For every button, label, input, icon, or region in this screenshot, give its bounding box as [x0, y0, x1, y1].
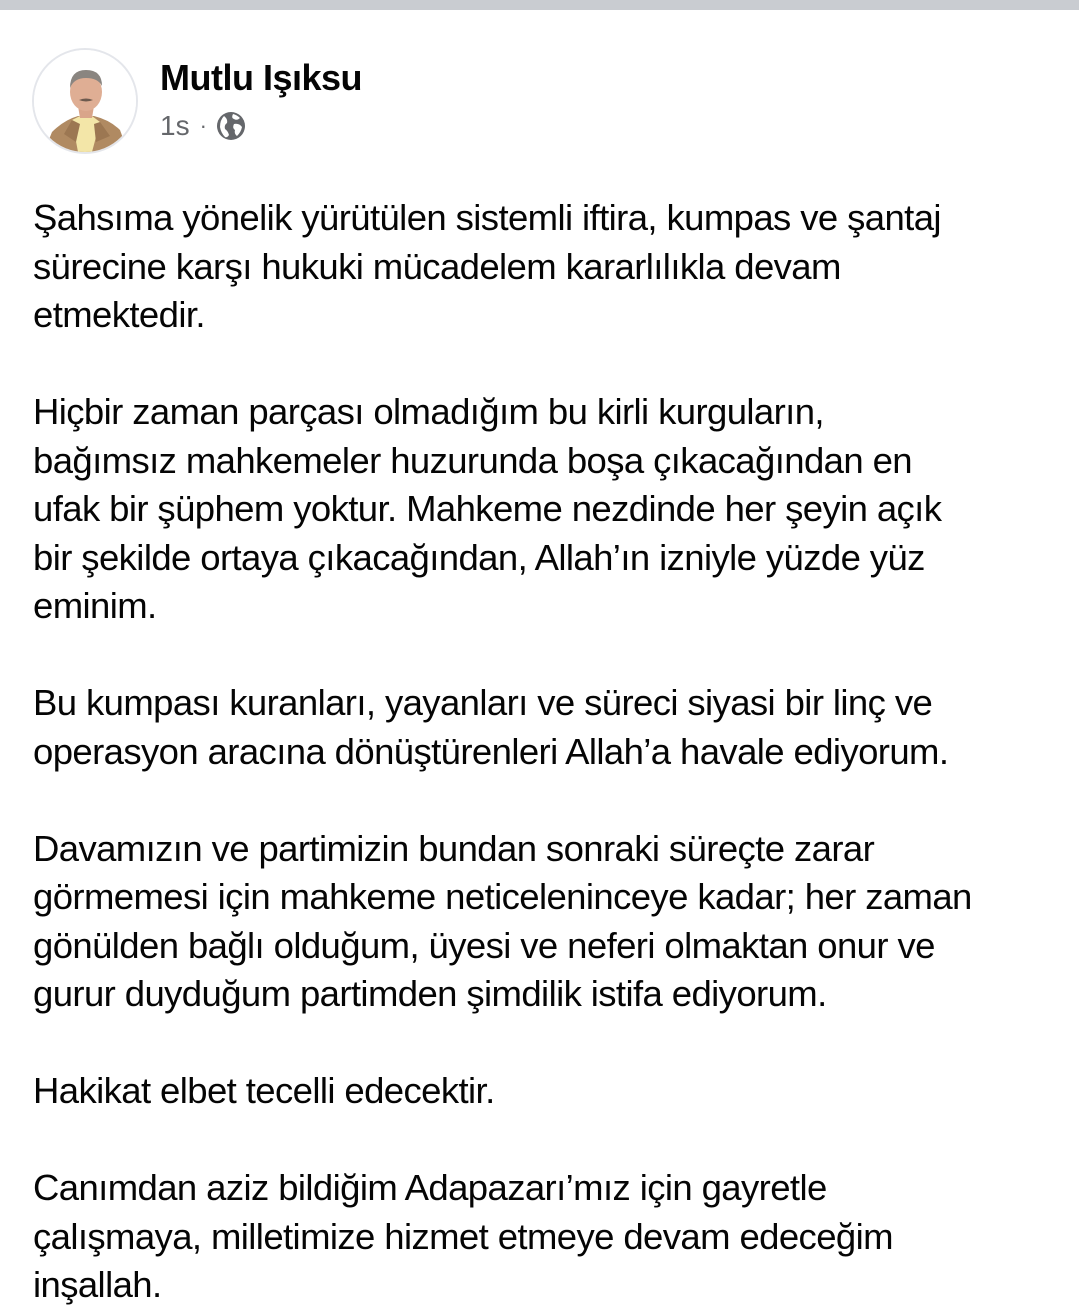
meta-separator: · [199, 113, 207, 138]
header-text [160, 48, 362, 142]
text-line: Davamızın ve partimizin bundan sonraki süreçte zarar [33, 827, 875, 869]
text-line: Bu kumpası kuranları, yayanları ve süreci siyasi bir linç ve [33, 682, 933, 723]
author-name[interactable]: Mutlu Işıksu [160, 57, 363, 98]
paragraph [33, 194, 1063, 340]
text-line: bağımsız mahkemeler huzurunda boşa çıkacağından en [33, 439, 912, 481]
avatar[interactable] [32, 48, 138, 154]
paragraph [33, 1164, 1063, 1310]
text-line: sürecine karşı hukuki mücadelem kararlılıkla devam [33, 245, 841, 287]
text-line: Canımdan aziz bildiğim Adapazarı’mız için gayretle [33, 1167, 827, 1208]
text-line: gönülden bağlı olduğum, üyesi ve neferi olmaktan onur ve [33, 924, 935, 966]
text-line: gurur duyduğum partimden şimdilik istifa ediyorum. [33, 973, 827, 1014]
text-line: etmektedir. [33, 294, 205, 335]
timestamp[interactable]: 1s [160, 110, 190, 141]
text-line: operasyon aracına dönüştürenleri Allah’a havale ediyorum. [33, 730, 949, 772]
paragraph [33, 825, 1063, 1019]
top-bar [0, 0, 1079, 10]
paragraph [33, 388, 1063, 631]
text-line: inşallah. [33, 1264, 162, 1305]
paragraph [33, 1067, 1063, 1116]
text-line: eminim. [33, 585, 157, 626]
text-line: bir şekilde ortaya çıkacağından, Allah’ın izniyle yüzde yüz [33, 536, 925, 578]
post-header [32, 48, 362, 154]
profile-photo-icon [34, 50, 136, 152]
paragraph [33, 679, 1063, 776]
text-line: görmemesi için mahkeme neticeleninceye kadar; her zaman [33, 876, 972, 917]
text-line: Şahsıma yönelik yürütülen sistemli iftira, kumpas ve şantaj [33, 197, 941, 238]
globe-icon[interactable] [215, 110, 247, 142]
post-body [33, 194, 1063, 1312]
text-line: Hakikat elbet tecelli edecektir. [33, 1070, 495, 1111]
text-line: çalışmaya, milletimize hizmet etmeye devam edeceğim [33, 1215, 893, 1257]
text-line: ufak bir şüphem yoktur. Mahkeme nezdinde her şeyin açık [33, 488, 942, 529]
text-line: Hiçbir zaman parçası olmadığım bu kirli kurguların, [33, 391, 824, 432]
post-meta [160, 110, 362, 142]
